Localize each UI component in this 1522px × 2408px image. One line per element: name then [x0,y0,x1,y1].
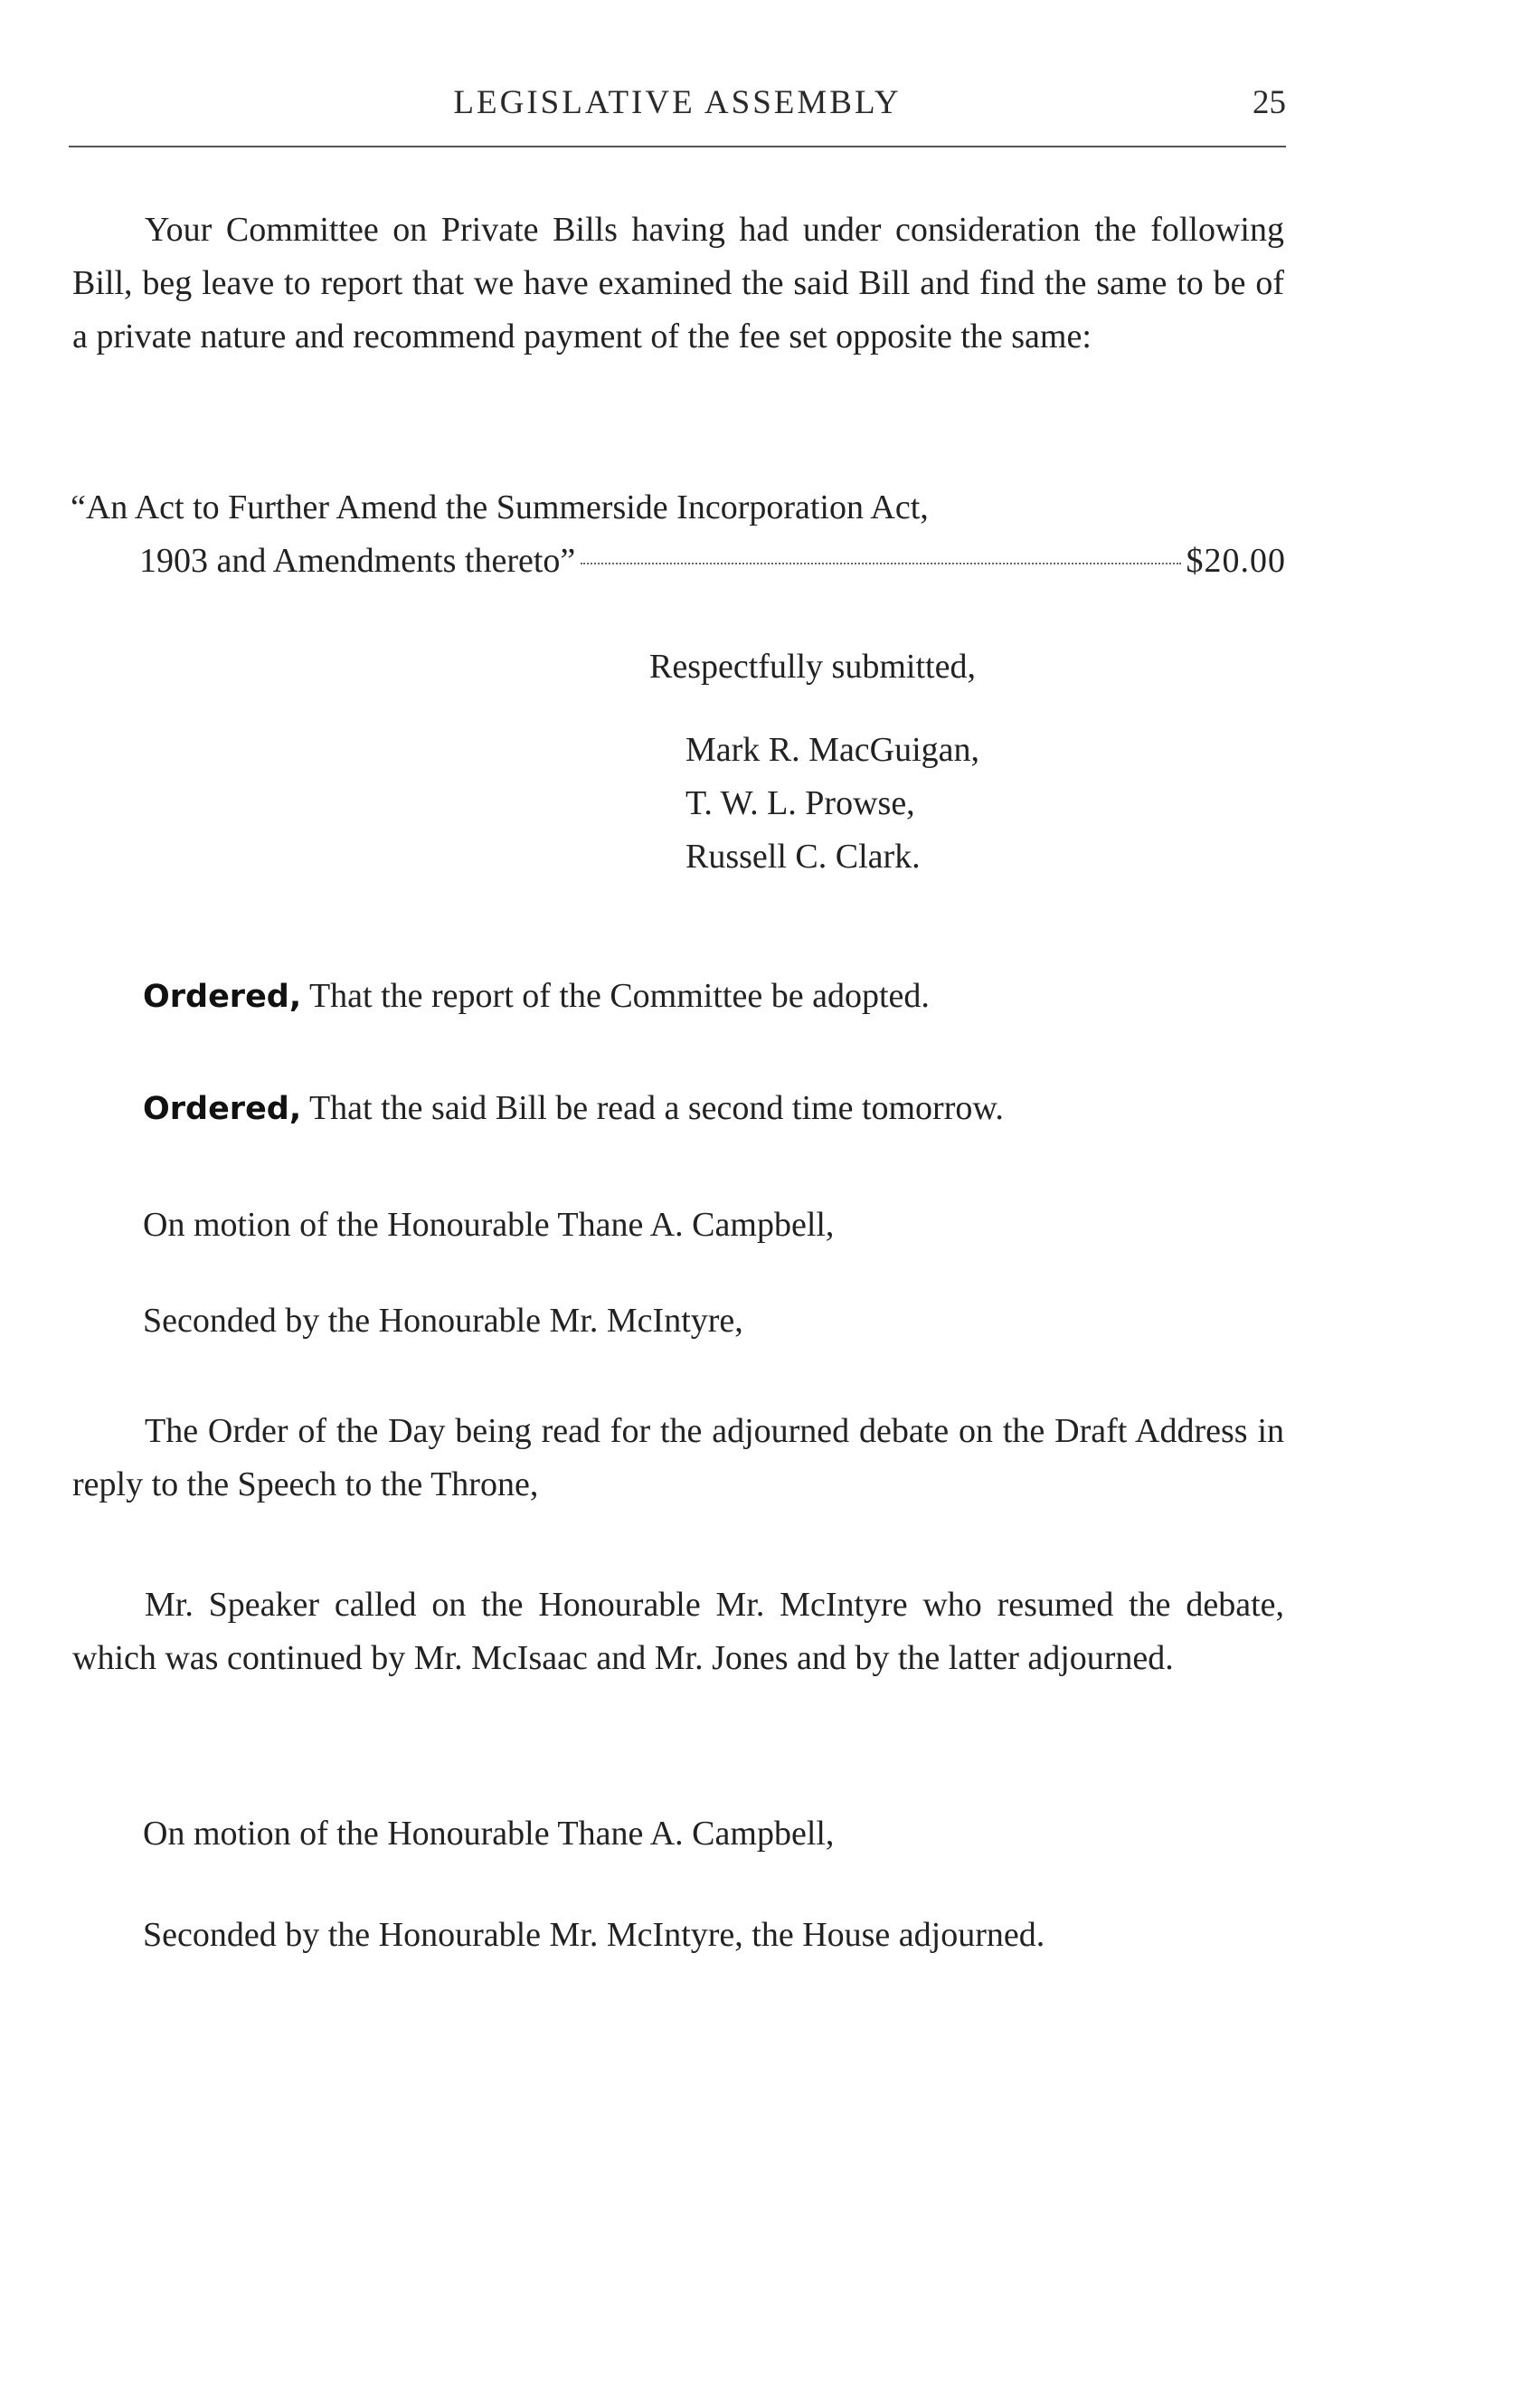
signatory-name: Russell C. Clark. [685,838,921,876]
house-adjourned-statement: Seconded by the Honourable Mr. McIntyre, the House adjourned. [143,1916,1045,1954]
header-rule [69,146,1286,147]
speaker-paragraph: Mr. Speaker called on the Honourable Mr. McIntyre who resumed the debate, which was continued by Mr. McIsaac and Mr. Jones and by the latter adjourned. [72,1586,1284,1677]
header-title: LEGISLATIVE ASSEMBLY [453,84,902,121]
order-text: That the said Bill be read a second time tomorrow. [301,1089,1004,1127]
closing-phrase: Respectfully submitted, [649,648,976,686]
order-keyword: Ordered, [143,979,302,1015]
seconded-statement: Seconded by the Honourable Mr. McIntyre, [143,1302,743,1340]
signatories [685,724,979,884]
motion-statement-adjourn: On motion of the Honourable Thane A. Campbell, [143,1815,835,1853]
motion-statement: On motion of the Honourable Thane A. Campbell, [143,1206,835,1244]
signatory-name: Mark R. MacGuigan, [685,731,980,769]
committee-report-intro: Your Committee on Private Bills having had under consideration the following Bill, beg leave to report that we have examined the said Bill and find the same to be of a private nature and recommend payment of the fee set opposite the same: [72,211,1284,356]
running-header [69,83,1286,137]
bill-title-line2: 1903 and Amendments thereto” [139,542,576,580]
order-adopt-report [143,970,1284,1024]
order-of-the-day: The Order of the Day being read for the adjourned debate on the Draft Address in reply to the Speech to the Throne, [72,1412,1284,1503]
order-keyword: Ordered, [143,1091,302,1127]
bill-title-line1: “An Act to Further Amend the Summerside Incorporation Act, [71,488,929,526]
dot-leader [581,562,1180,564]
bill-title-line2-row [71,535,1286,588]
signatory-name: T. W. L. Prowse, [685,784,915,822]
order-text: That the report of the Committee be adopted. [301,977,930,1015]
order-second-reading [143,1082,1284,1136]
bill-entry [71,481,1286,588]
page-number: 25 [1253,84,1286,121]
bill-fee: $20.00 [1186,542,1286,580]
